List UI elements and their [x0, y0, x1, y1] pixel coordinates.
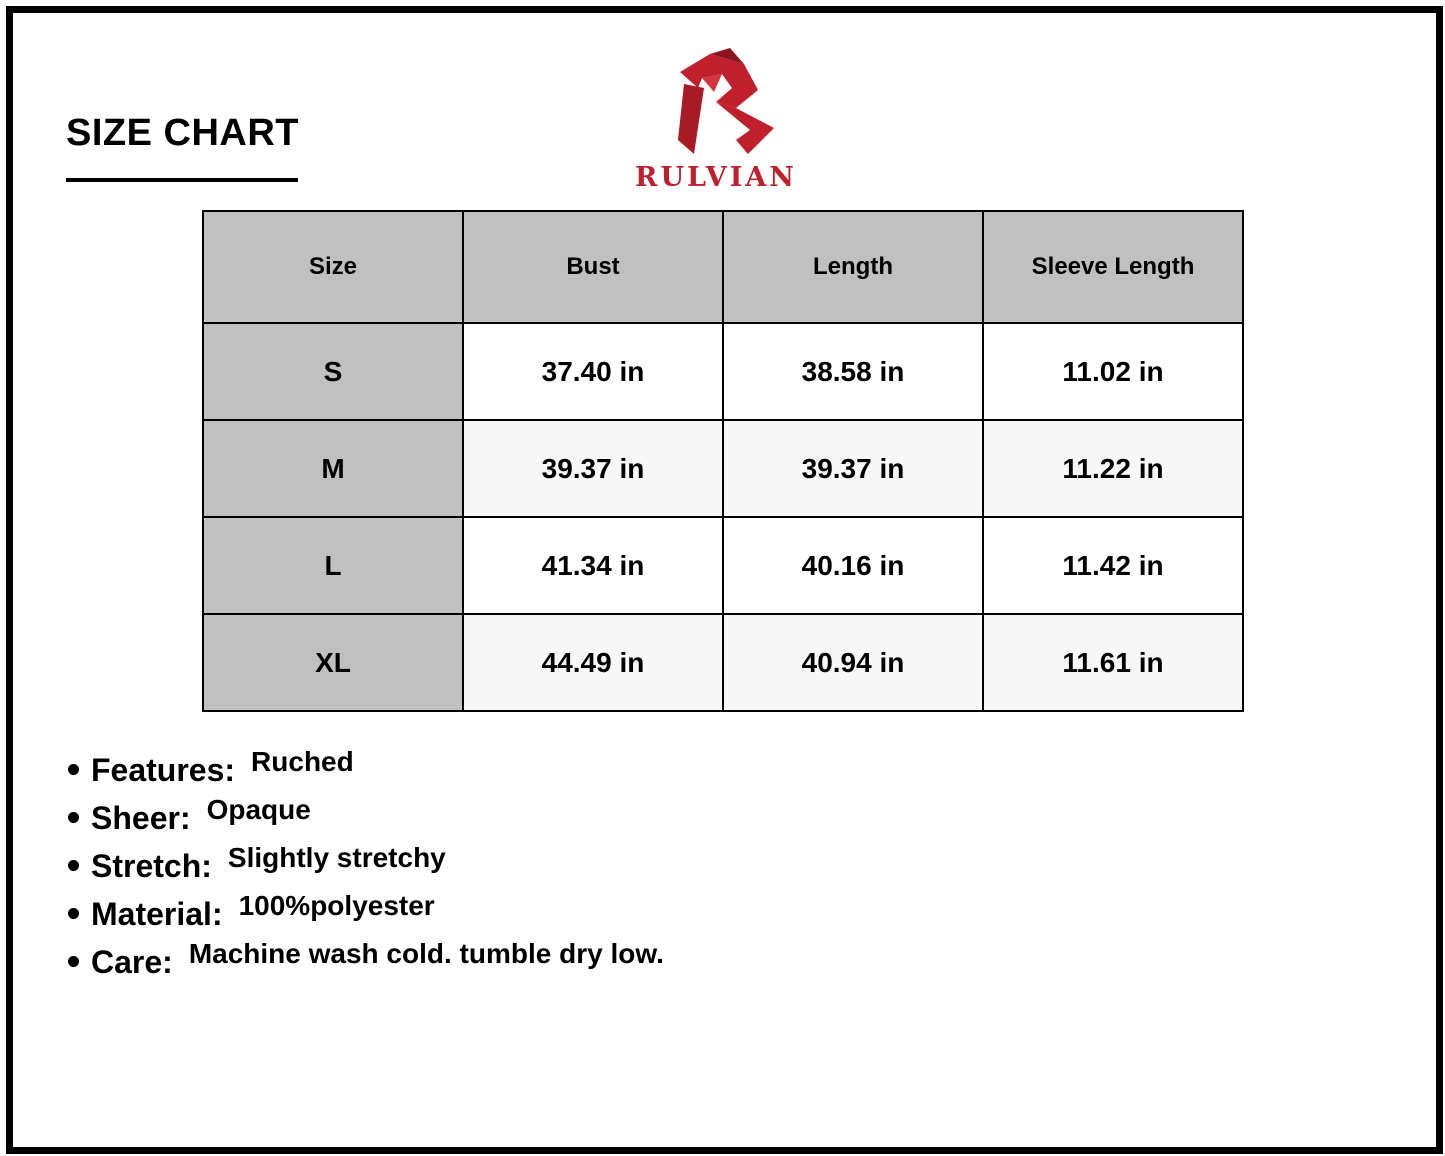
title-underline	[66, 178, 298, 182]
bust-cell: 41.34 in	[463, 517, 723, 614]
bullet-icon	[68, 908, 79, 919]
bullet-icon	[68, 956, 79, 967]
table-row	[203, 517, 1243, 614]
table-row	[203, 420, 1243, 517]
list-item	[68, 890, 664, 944]
size-table	[202, 210, 1244, 712]
list-item	[68, 746, 664, 800]
bust-cell: 37.40 in	[463, 323, 723, 420]
brand-name: RULVIAN	[635, 162, 797, 193]
feature-list	[68, 746, 664, 992]
size-cell: M	[203, 420, 463, 517]
bullet-icon	[68, 764, 79, 775]
feature-label: Care:	[91, 944, 173, 980]
length-cell: 40.94 in	[723, 614, 983, 711]
feature-label: Sheer:	[91, 800, 191, 836]
list-item	[68, 938, 664, 992]
column-header-bust: Bust	[463, 211, 723, 323]
feature-label: Features:	[91, 752, 236, 788]
feature-value: Machine wash cold. tumble dry low.	[188, 938, 664, 969]
feature-label: Material:	[91, 896, 223, 932]
bullet-icon	[68, 812, 79, 823]
feature-value: Slightly stretchy	[227, 842, 446, 873]
column-header-length: Length	[723, 211, 983, 323]
feature-value: Ruched	[251, 746, 354, 777]
bullet-icon	[68, 860, 79, 871]
feature-value: 100%polyester	[238, 890, 435, 921]
size-cell: L	[203, 517, 463, 614]
feature-label: Stretch:	[91, 848, 212, 884]
length-cell: 39.37 in	[723, 420, 983, 517]
table-row	[203, 323, 1243, 420]
brand-r-logo-icon	[618, 44, 818, 164]
list-item	[68, 794, 664, 848]
sleeve-length-cell: 11.22 in	[983, 420, 1243, 517]
sleeve-length-cell: 11.02 in	[983, 323, 1243, 420]
brand-logo	[618, 44, 818, 204]
size-cell: XL	[203, 614, 463, 711]
column-header-sleeve-length: Sleeve Length	[983, 211, 1243, 323]
sleeve-length-cell: 11.42 in	[983, 517, 1243, 614]
feature-value: Opaque	[206, 794, 311, 825]
table-row	[203, 614, 1243, 711]
length-cell: 40.16 in	[723, 517, 983, 614]
size-cell: S	[203, 323, 463, 420]
list-item	[68, 842, 664, 896]
table-header-row	[203, 211, 1243, 323]
page-title: SIZE CHART	[66, 112, 299, 154]
column-header-size: Size	[203, 211, 463, 323]
length-cell: 38.58 in	[723, 323, 983, 420]
bust-cell: 44.49 in	[463, 614, 723, 711]
bust-cell: 39.37 in	[463, 420, 723, 517]
sleeve-length-cell: 11.61 in	[983, 614, 1243, 711]
